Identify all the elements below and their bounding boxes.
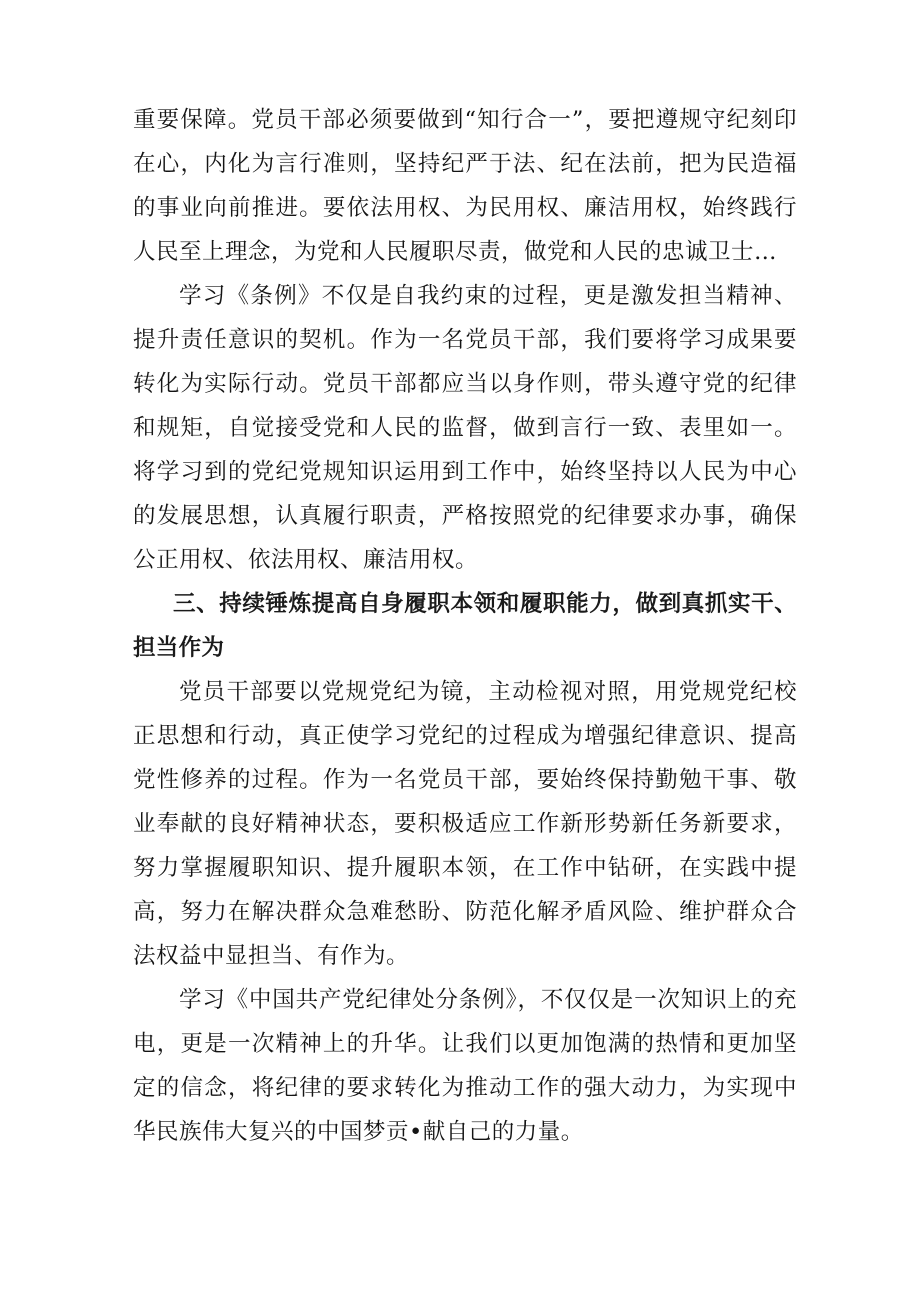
document-body [133, 98, 797, 1154]
paragraph-study-regulations: 学习《条例》不仅是自我约束的过程，更是激发担当精神、提升责任意识的契机。作为一名党员干部，我们要将学习成果要转化为实际行动。党员干部都应当以身作则，带头遵守党的纪律和规矩，自觉接受党和人民的监督，做到言行一致、表里如一。将学习到的党纪党规知识运用到工作中，始终坚持以人民为中心的发展思想，认真履行职责，严格按照党的纪律要求办事，确保公正用权、依法用权、廉洁用权。 [133, 283, 797, 573]
paragraph-conclusion: 学习《中国共产党纪律处分条例》，不仅仅是一次知识上的充电，更是一次精神上的升华。让我们以更加饱满的热情和更加坚定的信念，将纪律的要求转化为推动工作的强大动力，为实现中华民族伟大复兴的中国梦贡•献自己的力量。 [133, 987, 797, 1145]
paragraph-continuation: 重要保障。党员干部必须要做到“知行合一”，要把遵规守纪刻印在心，内化为言行准则，坚持纪严于法、纪在法前，把为民造福的事业向前推进。要依法用权、为民用权、廉洁用权，始终践行人民至上理念，为党和人民履职尽责，做党和人民的忠诚卫士… [133, 107, 797, 265]
section-heading-three: 三、持续锤炼提高自身履职本领和履职能力，做到真抓实干、担当作为 [133, 591, 797, 661]
paragraph-party-discipline-mirror: 党员干部要以党规党纪为镜，主动检视对照，用党规党纪校正思想和行动，真正使学习党纪的过程成为增强纪律意识、提高党性修养的过程。作为一名党员干部，要始终保持勤勉干事、敬业奉献的良好精神状态，要积极适应工作新形势新任务新要求，努力掌握履职知识、提升履职本领，在工作中钻研，在实践中提高，努力在解决群众急难愁盼、防范化解矛盾风险、维护群众合法权益中显担当、有作为。 [133, 679, 797, 969]
